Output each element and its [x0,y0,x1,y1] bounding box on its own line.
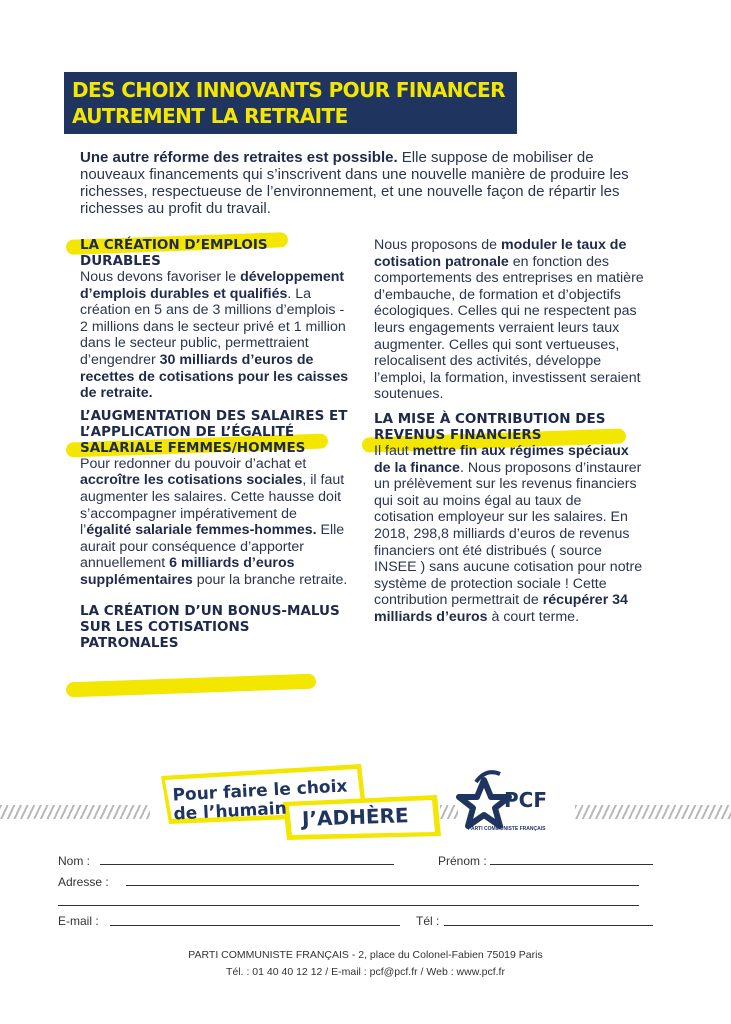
tel-label: Tél : [416,914,440,928]
bold-run: accroître les cotisations sociales [80,472,303,489]
text-run: pour la branche retraite. [192,571,348,588]
bold-run: 30 milliards d’euros de recettes de cotisations pour les caisses de retraite. [80,351,349,402]
banner-line-1: Pour faire le choix [172,776,348,806]
logo-subtitle: PARTI COMMUNISTE FRANÇAIS [468,826,546,832]
intro-text: Elle suppose de mobiliser de nouveaux financements qui s’inscrivent dans une nouvelle manière de produire les richesses, respectueuse de l’environnement, et une nouvelle façon de répartir les richesses au profit du travail. [80,149,629,217]
prenom-label: Prénom : [438,854,487,868]
text-run: Nous devons favoriser le [80,269,241,285]
text-run: Pour redonner du pouvoir d’achat et [80,455,307,472]
email-label: E-mail : [58,914,99,928]
section-text-salaires [80,456,352,589]
section-heading-revenus-financiers: LA MISE À CONTRIBUTION DES REVENUS FINANCIERS [374,410,606,443]
bold-run: développement d’emplois durables et qualifiés [80,269,345,302]
footer-address: PARTI COMMUNISTE FRANÇAIS - 2, place du Colonel-Fabien 75019 Paris [188,949,543,961]
text-run: , il faut augmenter les salaires. Cette hausse doit s’accompagner impérativement de l’ [80,472,345,539]
logo-name: PCF [504,788,547,812]
text-run: Il faut [374,442,413,459]
adresse-label: Adresse : [58,875,109,889]
highlight-mark [66,674,316,698]
decorative-stripes-right [575,805,731,819]
text-run: Nous proposons de [374,237,501,253]
section-heading-bonus-malus: LA CRÉATION D’UN BONUS-MALUS SUR LES COTISATIONS PATRONALES [80,602,340,651]
section-heading-emplois: LA CRÉATION D’EMPLOIS DURABLES [80,237,268,269]
text-run: Elle aurait pour conséquence d’apporter annuellement [80,522,345,572]
pcf-logo [456,766,566,836]
bold-run: mettre fin aux régimes spéciaux de la finance [374,442,629,476]
intro-paragraph [80,149,640,217]
page-title-line-1: DES CHOIX INNOVANTS POUR FINANCER [72,78,505,102]
adresse-field-line-2[interactable] [58,905,639,906]
text-run: . Nous proposons d’instaurer un prélèvement sur les revenus financiers qui soit au moins égal au taux de cotisation employeur sur les salaires. En 2018, 298,8 milliards d’euros de revenus financiers ont été distribués ( source INSEE ) sans aucune cotisation pour notre système de protection sociale ! Cette contribution permettrait de [374,459,643,609]
right-column [374,237,644,625]
text-run: en fonction des comportements des entreprises en matière d’embauche, de formation et d’objectifs écologiques. Celles qui ne respectent pas leurs engagements verraient leurs taux augmenter. Celles qui sont vertueuses, relocalisent des activités, développe l’emploi, la formation, investissent seraient soutenues. [374,253,644,403]
nom-field[interactable] [100,864,394,865]
bold-run: égalité salariale femmes-hommes. [86,522,317,539]
adresse-field[interactable] [126,885,639,886]
email-field[interactable] [110,925,400,926]
nom-label: Nom : [58,854,91,868]
prenom-field[interactable] [490,864,653,865]
section-text-emplois [80,269,352,402]
bold-run: moduler le taux de cotisation patronale [374,237,627,270]
page-title-line-2: AUTREMENT LA RETRAITE [72,104,348,128]
text-run: à court terme. [487,608,580,625]
title-banner [64,72,517,134]
footer-contact: Tél. : 01 40 40 12 12 / E-mail : pcf@pcf.fr / Web : www.pcf.fr [226,966,505,978]
adhere-cta: J’ADHÈRE [301,803,409,831]
text-run: . La création en 5 ans de 3 millions d’emplois - 2 millions dans le secteur privé et 1 million dans le secteur public, permettraient d’engendrer [80,285,346,368]
tel-field[interactable] [444,925,653,926]
banner-line-2: de l’humain [173,798,288,825]
section-text-revenus-financiers [374,443,644,626]
bold-run: 6 milliards d’euros supplémentaires [80,555,295,588]
adhere-banner[interactable] [155,762,445,842]
section-heading-salaires: L’AUGMENTATION DES SALAIRES ET L’APPLICATION DE L’ÉGALITÉ SALARIALE FEMMES/HOMMES [80,407,348,456]
bold-run: récupérer 34 milliards d’euros [374,592,628,625]
section-text-modulation [374,237,644,403]
decorative-stripes-left [0,805,150,819]
left-column [80,237,352,651]
intro-bold: Une autre réforme des retraites est possible. [80,149,398,166]
